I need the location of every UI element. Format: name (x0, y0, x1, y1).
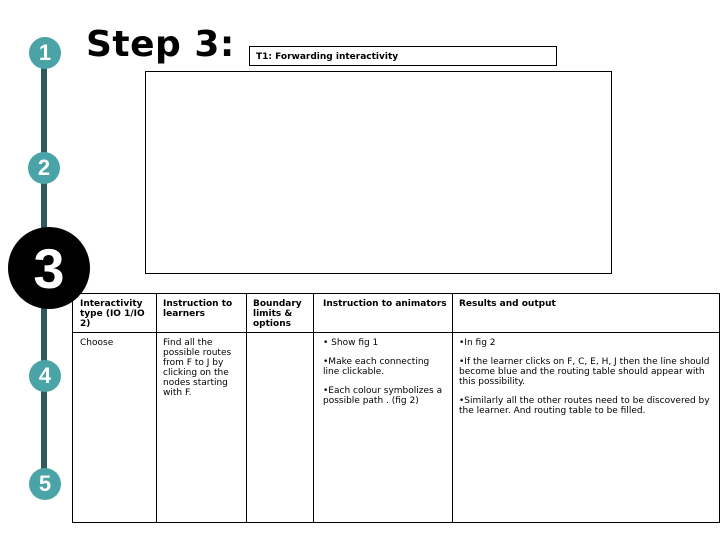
step-2-marker[interactable]: 2 (28, 152, 60, 184)
storyboard-table (72, 293, 720, 523)
column-divider (313, 294, 314, 522)
step-3-marker-active[interactable]: 3 (8, 227, 90, 309)
cell-instruction-to-learners: Find all the possible routes from F to J by clicking on the nodes starting with F. (163, 338, 232, 398)
result-item: •If the learner clicks on F, C, E, H, J then the line should become blue and the routing table should appear with this possibility. (459, 357, 710, 387)
header-instruction-to-learners: Instruction to learners (163, 299, 233, 319)
step-4-marker[interactable]: 4 (29, 360, 61, 392)
header-instruction-to-animators: Instruction to animators (323, 299, 447, 309)
header-row-divider (73, 332, 719, 333)
column-divider (156, 294, 157, 522)
step-5-marker[interactable]: 5 (29, 468, 61, 500)
header-interactivity-type: Interactivity type (IO 1/IO 2) (80, 299, 145, 329)
animator-instruction-item: •Each colour symbolizes a possible path . (fig 2) (323, 386, 443, 406)
page-title: Step 3: (86, 24, 235, 65)
cell-results-and-output (459, 338, 714, 425)
animator-instruction-item: • Show fig 1 (323, 338, 379, 348)
topic-title-box (249, 46, 557, 66)
step-1-marker[interactable]: 1 (29, 37, 61, 69)
result-item: •Similarly all the other routes need to be discovered by the learner. And routing table to be filled. (459, 396, 710, 416)
header-boundary-limits: Boundary limits & options (253, 299, 302, 329)
cell-interactivity-type: Choose (80, 338, 114, 348)
figure-placeholder (145, 71, 612, 274)
animator-instruction-item: •Make each connecting line clickable. (323, 357, 430, 377)
cell-instruction-to-animators (323, 338, 447, 415)
topic-title: T1: Forwarding interactivity (256, 52, 399, 62)
header-results-and-output: Results and output (459, 299, 556, 309)
result-item: •In fig 2 (459, 338, 496, 348)
column-divider (246, 294, 247, 522)
column-divider (452, 294, 453, 522)
